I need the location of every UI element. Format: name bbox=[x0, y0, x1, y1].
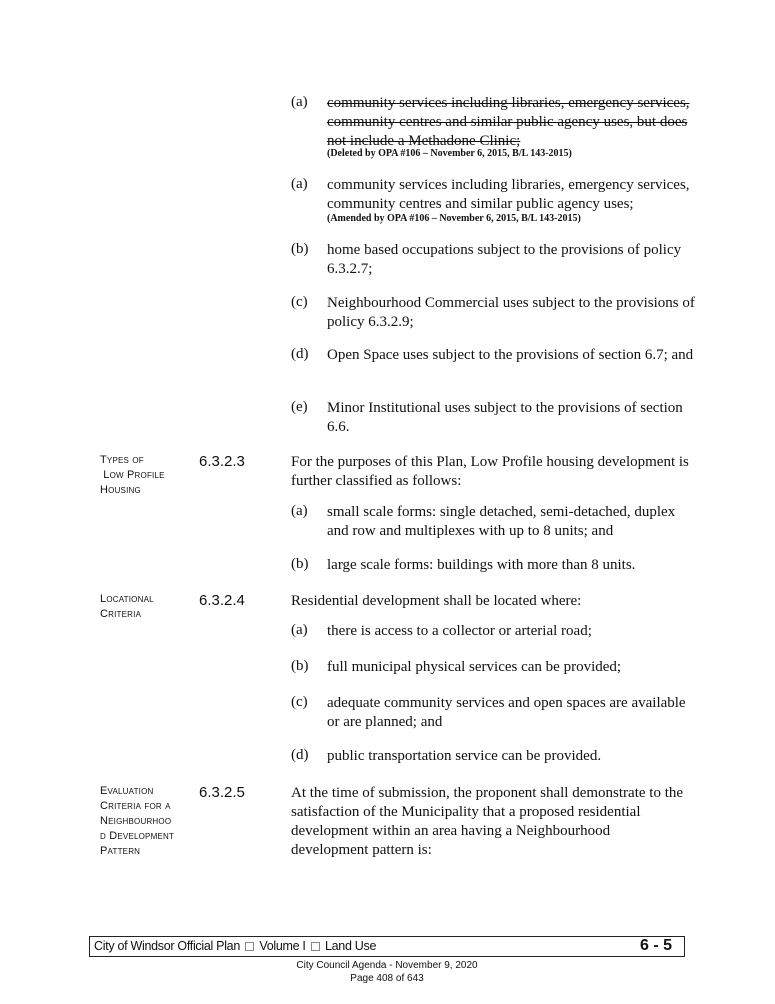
margin-note-locational: Locational Criteria bbox=[100, 593, 154, 620]
list-item-text: there is access to a collector or arterial road; bbox=[327, 623, 592, 639]
amendment-note: (Amended by OPA #106 – November 6, 2015, B/L 143-2015) bbox=[327, 213, 581, 224]
section-intro: For the purposes of this Plan, Low Profile housing development is further classified as follows: bbox=[291, 454, 689, 489]
list-item-text: public transportation service can be provided. bbox=[327, 748, 602, 764]
section-number: 6.3.2.4 bbox=[199, 592, 245, 609]
item-label: (a) bbox=[291, 622, 308, 638]
agenda-line: City Council Agenda - November 9, 2020 bbox=[296, 960, 478, 971]
item-label: (e) bbox=[291, 399, 308, 415]
item-label: (a) bbox=[291, 176, 308, 192]
item-label: (d) bbox=[291, 747, 309, 763]
item-label: (b) bbox=[291, 658, 309, 674]
footer-title: City of Windsor Official Plan Volume I Land Use bbox=[94, 939, 377, 953]
separator-icon bbox=[311, 942, 320, 951]
page-footer bbox=[89, 936, 685, 957]
deletion-note: (Deleted by OPA #106 – November 6, 2015, B/L 143-2015) bbox=[327, 148, 572, 159]
section-intro: At the time of submission, the proponent shall demonstrate to the satisfaction of the Municipality that a proposed residential development within an area having a Neighbourhood development pattern is: bbox=[291, 785, 684, 858]
item-label: (a) bbox=[291, 503, 308, 519]
list-item-text: full municipal physical services can be provided; bbox=[327, 659, 622, 675]
section-number: 6.3.2.3 bbox=[199, 453, 245, 470]
item-label: (d) bbox=[291, 346, 309, 362]
item-label: (b) bbox=[291, 241, 309, 257]
deleted-item-text: community services including libraries, emergency services, community centres and similar public agency uses, but does not include a Methadone Clinic; bbox=[327, 95, 690, 149]
item-label: (a) bbox=[291, 94, 308, 110]
page-number: 6 - 5 bbox=[639, 937, 672, 954]
section-intro: Residential development shall be located where: bbox=[291, 593, 582, 609]
amended-item-text: community services including libraries, emergency services, community centres and similar public agency uses; bbox=[327, 177, 690, 212]
list-item-text: small scale forms: single detached, semi-detached, duplex and row and multiplexes with up to 8 units; and bbox=[327, 504, 676, 539]
section-number: 6.3.2.5 bbox=[199, 784, 245, 801]
page-of-line: Page 408 of 643 bbox=[350, 973, 424, 984]
list-item-text: Neighbourhood Commercial uses subject to the provisions of policy 6.3.2.9; bbox=[327, 295, 695, 330]
list-item-text: Open Space uses subject to the provisions of section 6.7; and bbox=[327, 347, 694, 363]
item-label: (c) bbox=[291, 294, 308, 310]
list-item-text: adequate community services and open spaces are available or are planned; and bbox=[327, 695, 686, 730]
list-item-text: Minor Institutional uses subject to the provisions of section 6.6. bbox=[327, 400, 683, 435]
margin-note-types: Types of Low Profile Housing bbox=[100, 454, 165, 496]
separator-icon bbox=[245, 942, 254, 951]
margin-note-evaluation: Evaluation Criteria for a Neighbourhoo d Development Pattern bbox=[100, 785, 175, 857]
item-label: (b) bbox=[291, 556, 309, 572]
list-item-text: home based occupations subject to the provisions of policy 6.3.2.7; bbox=[327, 242, 682, 277]
item-label: (c) bbox=[291, 694, 308, 710]
list-item-text: large scale forms: buildings with more than 8 units. bbox=[327, 557, 636, 573]
